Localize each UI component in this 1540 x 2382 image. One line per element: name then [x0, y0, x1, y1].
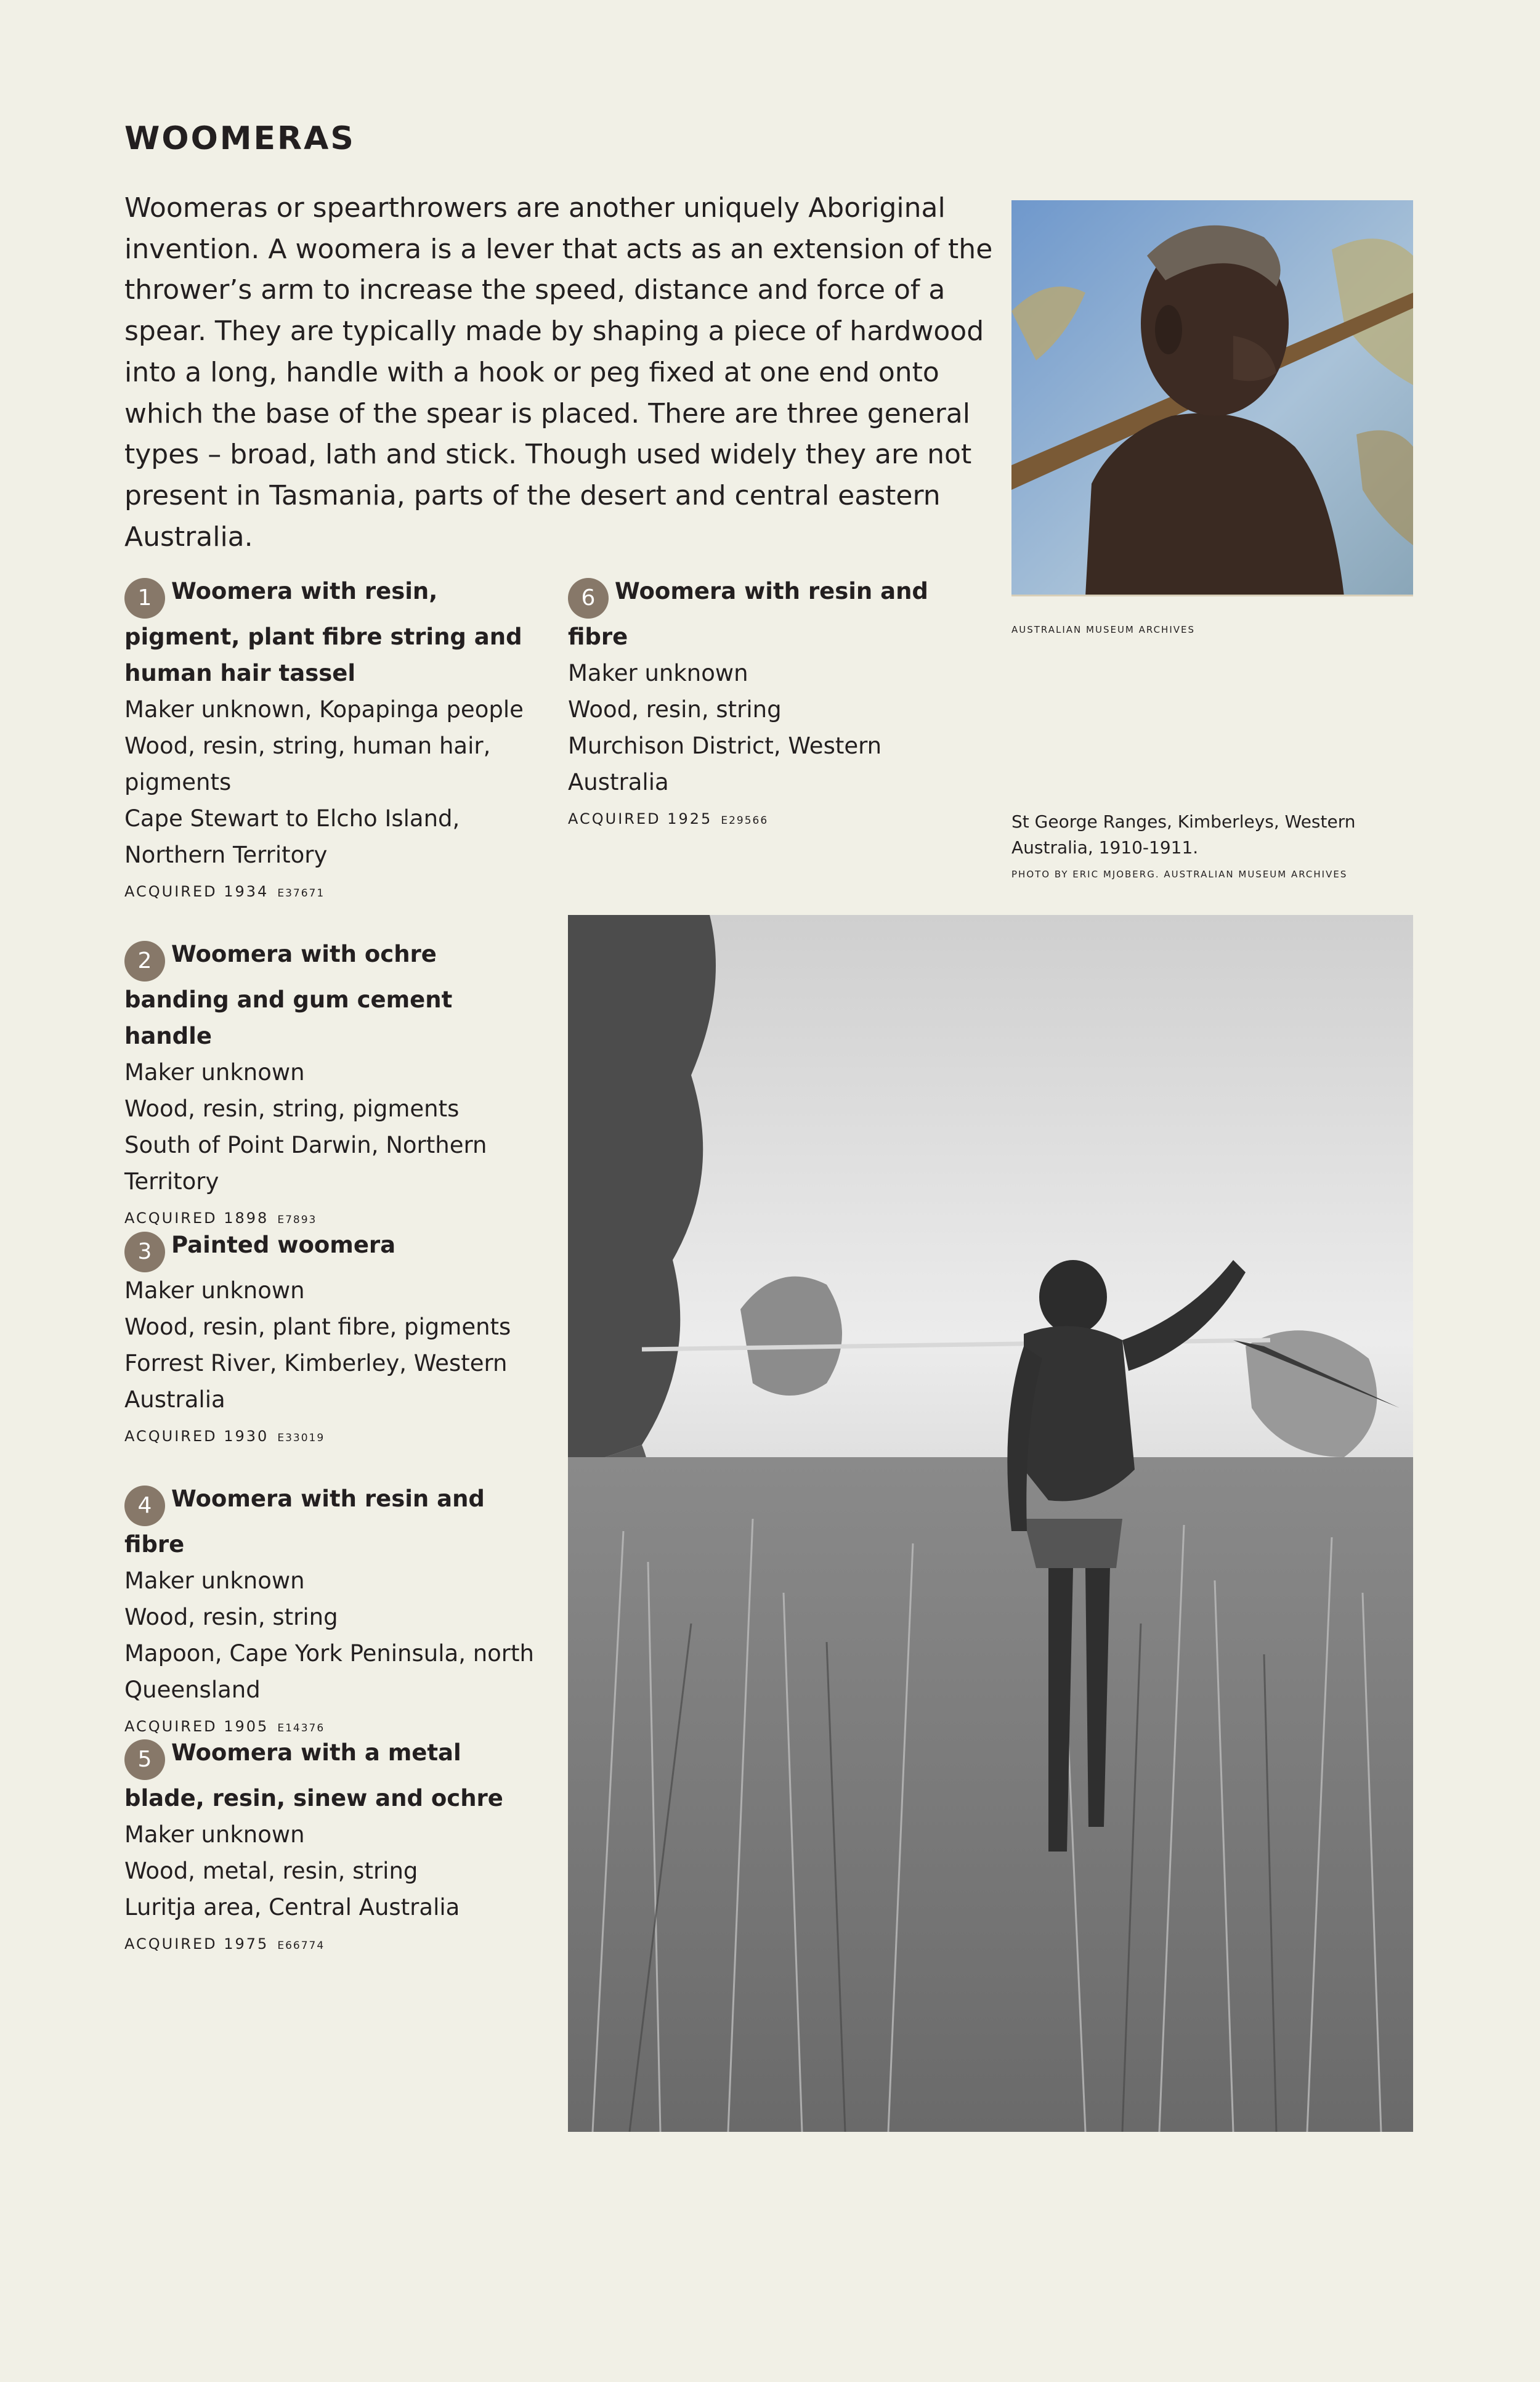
artifact-entry-5 [124, 1734, 543, 1957]
maker-line: Maker unknown, Kopapinga people [124, 696, 524, 723]
maker-line: Maker unknown [124, 1821, 305, 1848]
acquired-year: ACQUIRED 1925 [568, 810, 713, 827]
number-badge: 4 [124, 1486, 165, 1526]
registration-number: E29566 [721, 815, 769, 827]
acquired-year: ACQUIRED 1934 [124, 883, 269, 900]
maker-line: Maker unknown [124, 1567, 305, 1594]
materials-line: Wood, resin, string, pigments [124, 1095, 460, 1122]
number-badge: 3 [124, 1232, 165, 1272]
location-line: Luritja area, Central Australia [124, 1894, 460, 1921]
materials-line: Wood, resin, string [124, 1604, 338, 1630]
registration-number: E66774 [277, 1940, 325, 1952]
artifact-entry-2 [124, 936, 543, 1231]
registration-number: E33019 [277, 1432, 325, 1444]
artifact-title [124, 1481, 543, 1563]
materials-line: Wood, resin, string, human hair, pigments [124, 733, 491, 795]
location-line: Forrest River, Kimberley, Western Australia [124, 1350, 508, 1413]
number-badge: 5 [124, 1739, 165, 1780]
portrait-photo-credit: AUSTRALIAN MUSEUM ARCHIVES [1011, 624, 1196, 635]
acquired-year: ACQUIRED 1975 [124, 1935, 269, 1953]
location-line: South of Point Darwin, Northern Territory [124, 1132, 487, 1195]
number-badge: 6 [568, 578, 609, 619]
registration-number: E37671 [277, 887, 325, 900]
artifact-title [124, 1734, 543, 1816]
artifact-title [124, 1227, 543, 1272]
maker-line: Maker unknown [124, 1059, 305, 1086]
materials-line: Wood, metal, resin, string [124, 1858, 418, 1884]
acquisition-line [124, 880, 543, 904]
acquisition-line [568, 808, 987, 832]
artifact-title-text: Woomera with ochre banding and gum cement handle [124, 941, 453, 1049]
artifact-title-text: Woomera with resin and fibre [124, 1486, 485, 1558]
page-title: WOOMERAS [124, 120, 355, 157]
number-badge: 1 [124, 578, 165, 619]
acquired-year: ACQUIRED 1930 [124, 1428, 269, 1445]
artifact-title [124, 573, 543, 691]
acquisition-line [124, 1425, 543, 1449]
maker-line: Maker unknown [568, 660, 748, 686]
artifact-entry-6 [568, 573, 987, 832]
artifact-title-text: Painted woomera [171, 1232, 396, 1258]
field-photo [568, 915, 1413, 2132]
acquired-year: ACQUIRED 1898 [124, 1209, 269, 1227]
artifact-entry-1 [124, 573, 543, 904]
registration-number: E7893 [277, 1214, 317, 1226]
artifact-title [568, 573, 987, 655]
portrait-photo [1011, 200, 1413, 596]
materials-line: Wood, resin, string [568, 696, 782, 723]
number-badge: 2 [124, 941, 165, 982]
artifact-entry-3 [124, 1227, 543, 1449]
registration-number: E14376 [277, 1722, 325, 1734]
artifact-title [124, 936, 543, 1054]
artifact-title-text: Woomera with a metal blade, resin, sinew and ochre [124, 1739, 503, 1811]
maker-line: Maker unknown [124, 1277, 305, 1304]
location-line: Murchison District, Western Australia [568, 733, 882, 795]
intro-paragraph: Woomeras or spearthrowers are another uniquely Aboriginal invention. A woomera is a lever that acts as an extension of the thrower’s arm to increase the speed, distance and force of a spear. They are typically made by shaping a piece of hardwood into a long, handle with a hook or peg fixed at one end onto which the base of the spear is placed. There are three general types – broad, lath and stick. Though used widely they are not present in Tasmania, parts of the desert and central eastern Australia. [124, 192, 993, 553]
artifact-entry-4 [124, 1481, 543, 1739]
location-line: Mapoon, Cape York Peninsula, north Queensland [124, 1640, 534, 1703]
acquisition-line [124, 1933, 543, 1957]
artifact-title-text: Woomera with resin and fibre [568, 578, 928, 650]
materials-line: Wood, resin, plant fibre, pigments [124, 1314, 511, 1340]
field-photo-caption: St George Ranges, Kimberleys, Western Australia, 1910-1911. [1011, 811, 1356, 858]
acquired-year: ACQUIRED 1905 [124, 1718, 269, 1735]
artifact-title-text: Woomera with resin, pigment, plant fibre string and human hair tassel [124, 578, 522, 686]
field-photo-credit: PHOTO BY ERIC MJOBERG. AUSTRALIAN MUSEUM ARCHIVES [1011, 869, 1348, 880]
location-line: Cape Stewart to Elcho Island, Northern Territory [124, 805, 460, 868]
